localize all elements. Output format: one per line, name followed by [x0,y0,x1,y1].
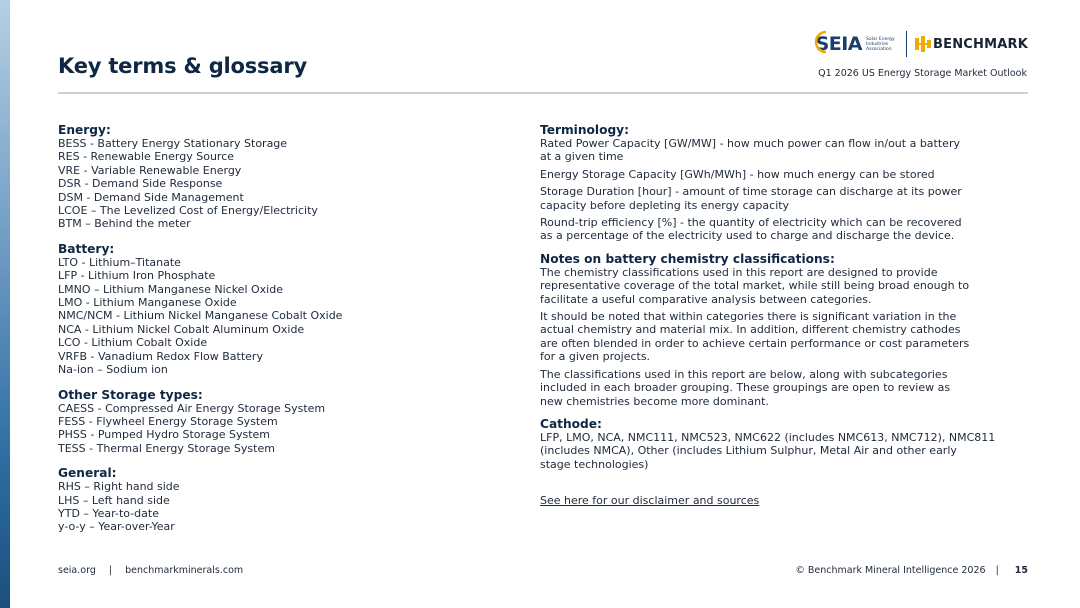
definition-line: at a given time [540,150,624,164]
energy-term: RES - Renewable Energy Source [58,150,235,164]
seia-logo-text: SEIA [815,33,863,55]
cathode-line: (includes NMCA), Other (includes Lithium Sulphur, Metal Air and other early [540,444,957,458]
footer-site-benchmark[interactable]: benchmarkminerals.com [125,565,244,576]
paragraph-line: are often blended in order to achieve certain performance or cost parameters [540,336,970,350]
general-term: YTD – Year-to-date [58,506,159,520]
benchmark-mark-icon [915,36,931,52]
energy-term: DSR - Demand Side Response [58,177,223,191]
battery-term: LCO - Lithium Cobalt Oxide [58,336,208,350]
energy-term: BTM – Behind the meter [58,217,191,231]
paragraph-line: facilitate a useful comparative analysis between categories. [540,292,872,306]
terminology-definition [540,216,1030,243]
definition-line: capacity before depleting its energy capacity [540,198,790,212]
benchmark-logo-text: BENCHMARK [933,36,1028,52]
notes-paragraph [540,266,1030,306]
paragraph-line: for a given projects. [540,350,651,364]
copyright-text: © Benchmark Mineral Intelligence 2026 [795,565,986,576]
battery-term: LTO - Lithium–Titanate [58,255,181,269]
paragraph-line: It should be noted that within categories there is significant variation in the [540,310,957,324]
footer-info [795,565,1028,576]
energy-section [58,123,478,231]
footer-separator: | [108,565,113,576]
definition-line: Rated Power Capacity [GW/MW] - how much power can flow in/out a battery [540,137,960,150]
cathode-line: stage technologies) [540,457,649,471]
definition-line: Storage Duration [hour] - amount of time storage can discharge at its power [540,185,962,199]
report-subtitle: Q1 2026 US Energy Storage Market Outlook [818,68,1027,79]
paragraph-line: included in each broader grouping. These groupings are open to review as [540,381,951,395]
storage-term: TESS - Thermal Energy Storage System [58,441,275,455]
other-storage-heading: Other Storage types: [58,387,203,402]
disclaimer-link[interactable]: See here for our disclaimer and sources [540,494,760,508]
storage-term: PHSS - Pumped Hydro Storage System [58,428,271,442]
battery-term: NMC/NCM - Lithium Nickel Manganese Cobalt Oxide [58,309,343,323]
energy-term: DSM - Demand Side Management [58,190,244,204]
seia-logo-mark [816,33,862,55]
footer-separator: | [995,565,999,576]
paragraph-line: The classifications used in this report are below, along with subcategories [540,367,948,381]
battery-section [58,242,478,377]
cathode-section [540,417,1030,471]
battery-term: LMO - Lithium Manganese Oxide [58,296,237,310]
paragraph-line: new chemistries become more dominant. [540,394,769,408]
general-heading: General: [58,466,117,481]
notes-paragraph [540,368,1030,408]
energy-term: LCOE – The Levelized Cost of Energy/Electricity [58,204,318,218]
terminology-definition [540,137,1030,164]
header-divider [58,92,1028,94]
left-accent-bar [0,0,10,608]
definition-line: as a percentage of the electricity used to charge and discharge the device. [540,229,955,243]
seia-logo [816,30,900,58]
cathode-line: LFP, LMO, NCA, NMC111, NMC523, NMC622 (includes NMC613, NMC712), NMC811 [540,430,996,444]
benchmark-logo [915,36,1028,52]
paragraph-line: The chemistry classifications used in this report are designed to provide [540,265,938,279]
glossary-left-column [58,123,478,545]
paragraph-line: representative coverage of the total market, while still being broad enough to [540,279,970,293]
terminology-definition [540,168,1030,181]
terminology-heading: Terminology: [540,123,629,137]
terminology-section [540,123,1030,243]
storage-term: FESS - Flywheel Energy Storage System [58,414,278,428]
battery-heading: Battery: [58,241,115,256]
cathode-heading: Cathode: [540,416,602,431]
page-title: Key terms & glossary [58,54,307,78]
battery-term: LFP - Lithium Iron Phosphate [58,269,216,283]
glossary-right-column [540,123,1030,508]
storage-term: CAESS - Compressed Air Energy Storage System [58,401,326,415]
chemistry-notes-section [540,252,1030,408]
general-term: RHS – Right hand side [58,480,180,494]
energy-term: VRE - Variable Renewable Energy [58,163,242,177]
chemistry-notes-heading: Notes on battery chemistry classifications: [540,251,835,266]
paragraph-line: actual chemistry and material mix. In addition, different chemistry cathodes [540,323,961,337]
seia-logo-subtext: Solar Energy Industries Association [866,36,895,52]
other-storage-section [58,388,478,456]
partner-logos [816,30,1028,58]
seia-sun-arc-icon [812,30,832,54]
notes-paragraph [540,310,1030,364]
logo-divider [906,31,907,57]
footer-links [58,565,243,576]
definition-line: Energy Storage Capacity [GWh/MWh] - how much energy can be stored [540,167,935,181]
page-number: 15 [1014,565,1028,576]
energy-term: BESS - Battery Energy Stationary Storage [58,137,288,150]
definition-line: Round-trip efficiency [%] - the quantity of electricity which can be recovered [540,216,962,230]
terminology-definition [540,185,1030,212]
battery-term: Na-ion – Sodium ion [58,363,168,377]
general-term: y-o-y – Year-over-Year [58,520,175,534]
footer-site-seia[interactable]: seia.org [58,565,96,576]
general-section [58,466,478,534]
battery-term: VRFB - Vanadium Redox Flow Battery [58,349,263,363]
battery-term: LMNO – Lithium Manganese Nickel Oxide [58,282,283,296]
energy-heading: Energy: [58,123,111,137]
general-term: LHS – Left hand side [58,493,170,507]
battery-term: NCA - Lithium Nickel Cobalt Aluminum Oxide [58,322,305,336]
